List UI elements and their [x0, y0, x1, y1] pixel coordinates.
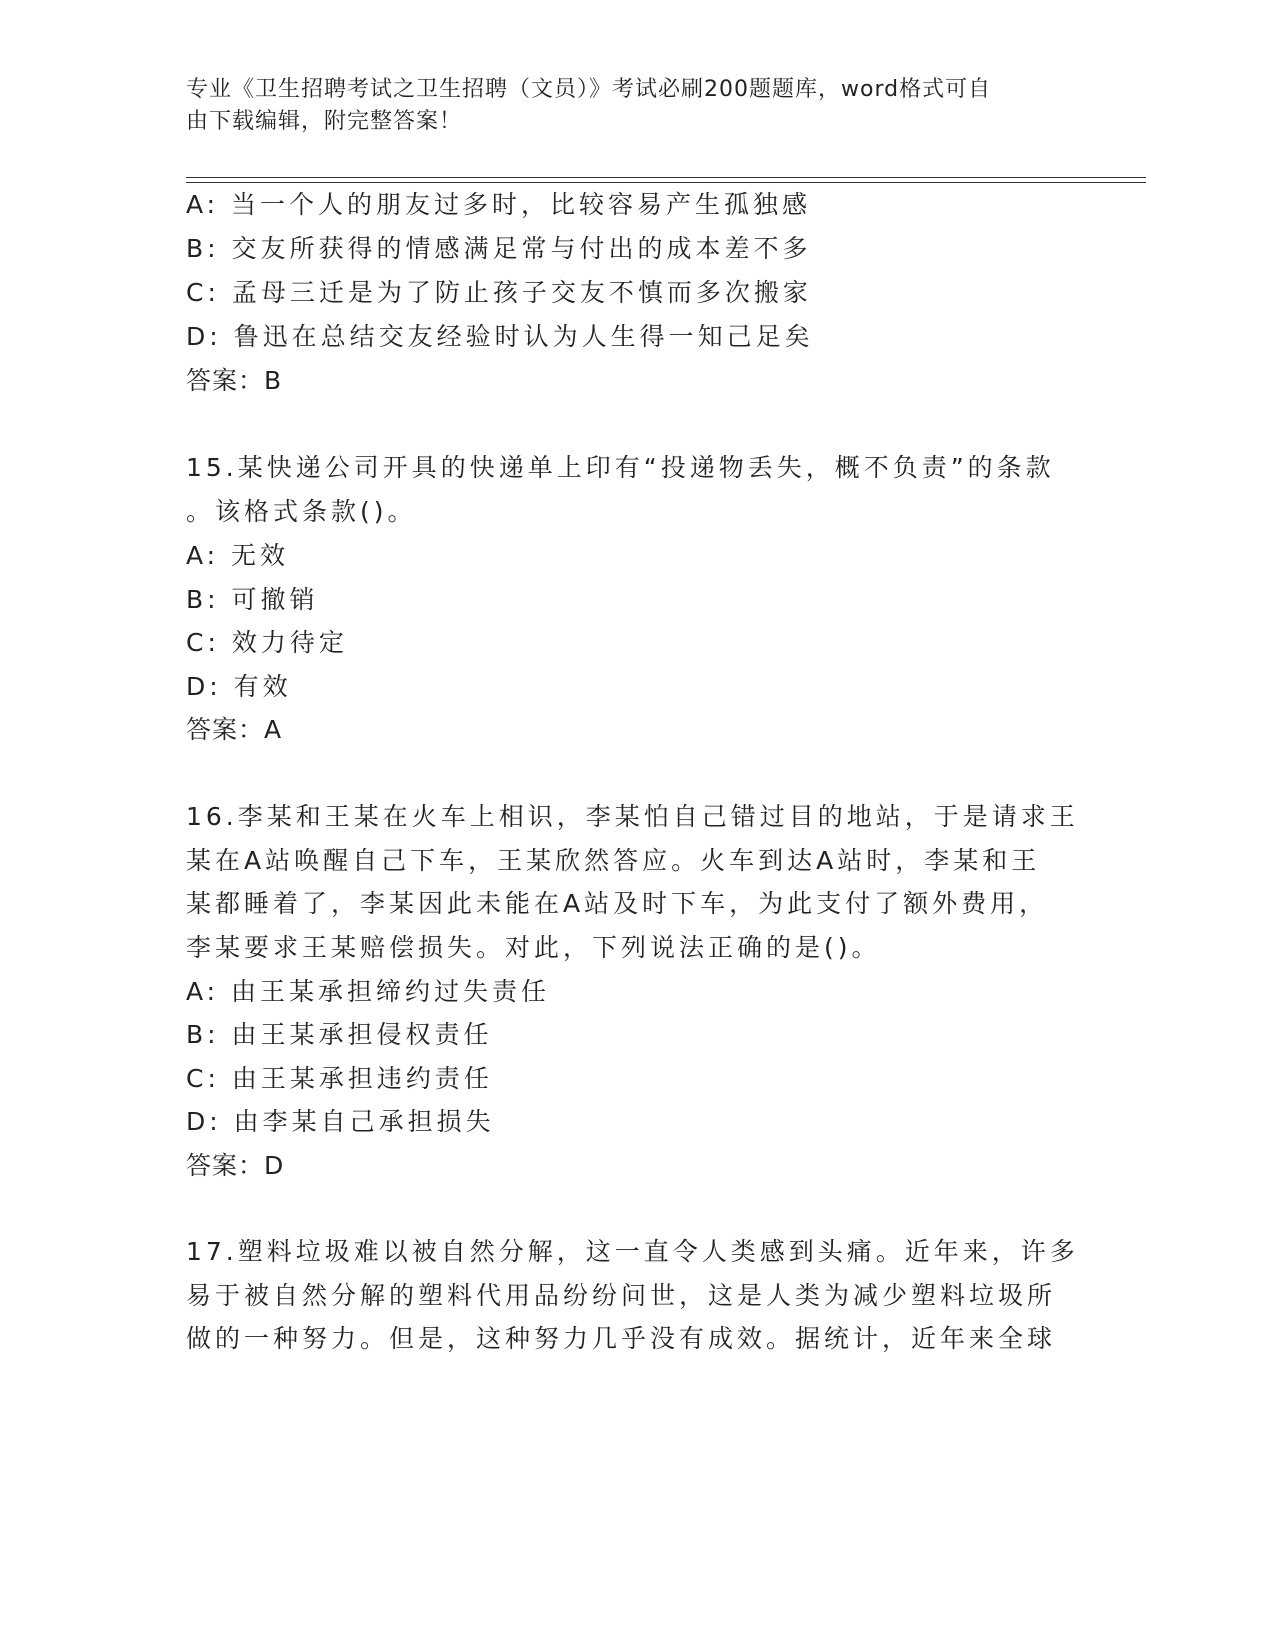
q15-option-c: C: 效力待定 — [186, 628, 348, 657]
document-header — [186, 74, 1066, 138]
q14-option-a: A: 当一个人的朋友过多时，比较容易产生孤独感 — [186, 190, 812, 219]
q15-option-b: B: 可撤销 — [186, 585, 319, 614]
q16-option-a: A: 由王某承担缔约过失责任 — [186, 977, 551, 1006]
q15-stem-line-2: 。该格式条款()。 — [186, 497, 417, 526]
q16-answer: 答案：D — [186, 1151, 285, 1180]
q14-option-d: D: 鲁迅在总结交友经验时认为人生得一知己足矣 — [186, 322, 814, 351]
q16-option-d: D: 由李某自己承担损失 — [186, 1107, 495, 1136]
q17-stem-line-2: 易于被自然分解的塑料代用品纷纷问世，这是人类为减少塑料垃圾所 — [186, 1281, 1057, 1310]
header-divider-bottom — [186, 182, 1146, 183]
q17-stem-line-3: 做的一种努力。但是，这种努力几乎没有成效。据统计，近年来全球 — [186, 1324, 1057, 1353]
q16-stem-line-2: 某在A站唤醒自己下车，王某欣然答应。火车到达A站时，李某和王 — [186, 846, 1041, 875]
q16-option-b: B: 由王某承担侵权责任 — [186, 1020, 493, 1049]
q16-stem-line-3: 某都睡着了，李某因此未能在A站及时下车，为此支付了额外费用， — [186, 889, 1049, 918]
q14-answer: 答案：B — [186, 366, 283, 395]
q16-option-c: C: 由王某承担违约责任 — [186, 1064, 493, 1093]
q17-stem-line-1: 17.塑料垃圾难以被自然分解，这一直令人类感到头痛。近年来，许多 — [186, 1237, 1079, 1266]
q15-stem-line-1: 15.某快递公司开具的快递单上印有“投递物丢失，概不负责”的条款 — [186, 453, 1055, 482]
q16-stem-line-1: 16.李某和王某在火车上相识，李某怕自己错过目的地站，于是请求王 — [186, 802, 1079, 831]
header-title-line-2: 由下载编辑，附完整答案！ — [186, 109, 463, 134]
q15-option-a: A: 无效 — [186, 541, 290, 570]
header-divider-top — [186, 177, 1146, 178]
q15-option-d: D: 有效 — [186, 672, 292, 701]
q14-option-c: C: 孟母三迁是为了防止孩子交友不慎而多次搬家 — [186, 278, 812, 307]
header-title-line-1: 专业《卫生招聘考试之卫生招聘（文员）》考试必刷200题题库，word格式可自 — [186, 77, 992, 102]
q15-answer: 答案：A — [186, 715, 283, 744]
q14-option-b: B: 交友所获得的情感满足常与付出的成本差不多 — [186, 234, 812, 263]
q16-stem-line-4: 李某要求王某赔偿损失。对此，下列说法正确的是()。 — [186, 933, 881, 962]
